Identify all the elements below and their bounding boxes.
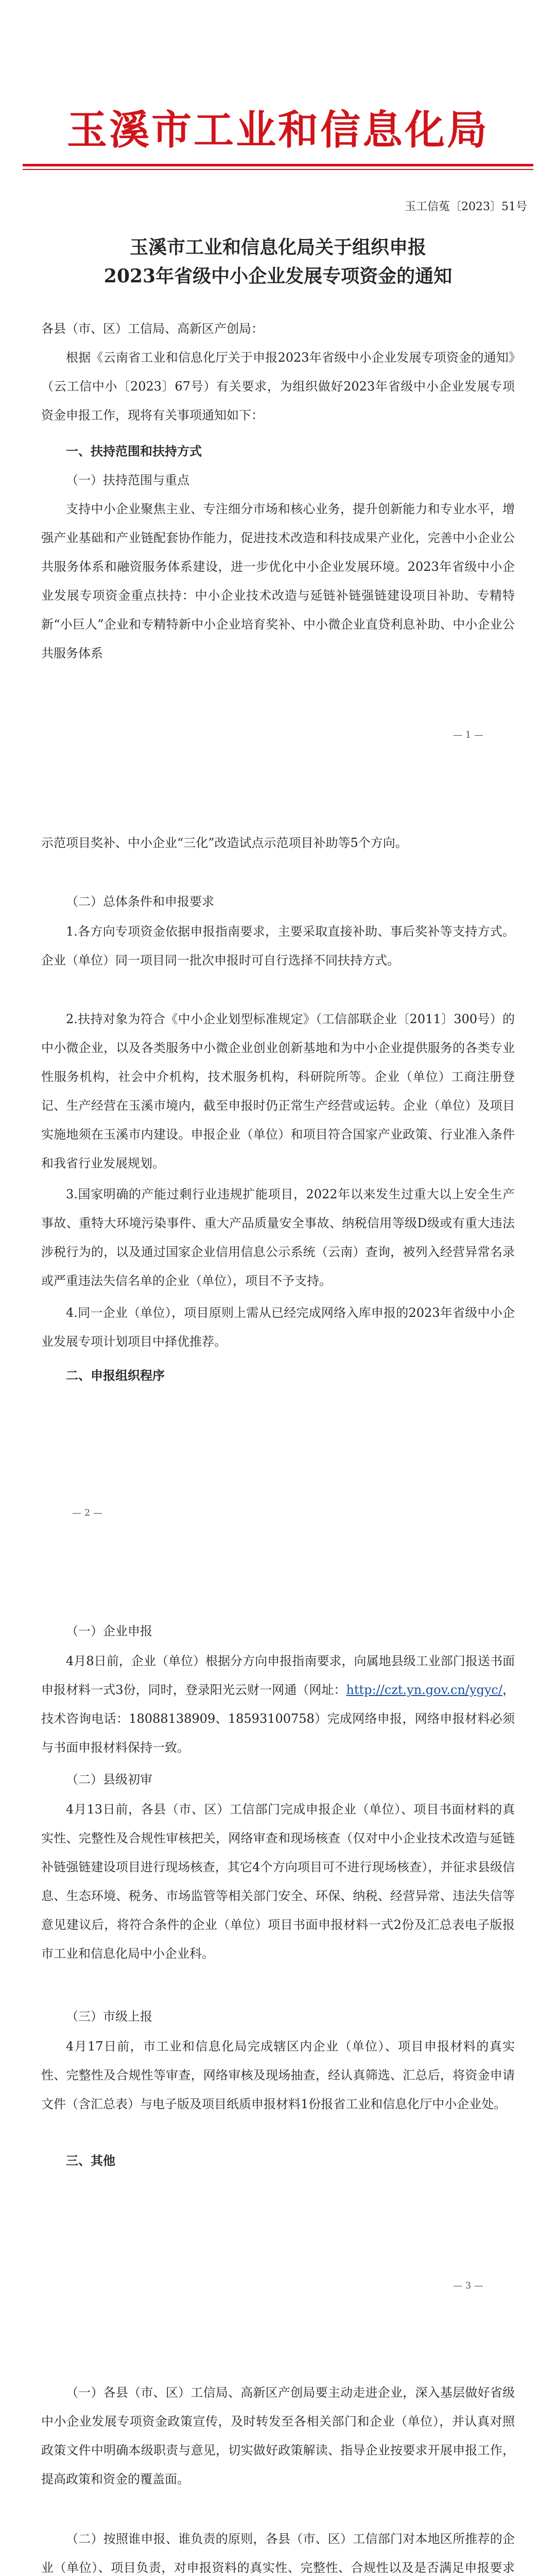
header-red-line-thin	[23, 169, 533, 170]
section-3-heading: 三、其他	[66, 2153, 115, 2168]
subsection-1-2-heading: （二）总体条件和申报要求	[66, 894, 214, 909]
scope-paragraph: 支持中小企业聚焦主业、专注细分市场和核心业务，提升创新能力和专业水平，增强产业基础和产业链配套协作能力，促进技术改造和科技成果产业化，完善中小企业公共服务体系和融资服务体系建设，进一步优化中小企业发展环境。2023年省级中小企业发展专项资金重点扶持：中小企业技术改造与延链补链强链建设项目补助、专精特新“小巨人”企业和专精特新中小企业培育奖补、中小微企业直贷利息补助、中小企业公共服务体系	[41, 502, 515, 660]
doc-title-line1: 玉溪市工业和信息化局关于组织申报	[129, 236, 426, 258]
intro-paragraph: 根据《云南省工业和信息化厅关于申报2023年省级中小企业发展专项资金的通知》（云工信中小〔2023〕67号）有关要求，为组织做好2023年省级中小企业发展专项资金申报工作，现将有关事项通知如下：	[41, 350, 515, 422]
section-1-heading: 一、扶持范围和扶持方式	[66, 444, 202, 459]
page-number-1: — 1 —	[453, 730, 483, 740]
org-header: 玉溪市工业和信息化局	[66, 107, 489, 154]
other-item-2: （二）按照谁申报、谁负责的原则，各县（市、区）工信部门对本地区所推荐的企业（单位）、项目负责，对申报资料的真实性、完整性、合规性以及是否满足申报要求	[41, 2532, 515, 2575]
requirement-4: 4.同一企业（单位），项目原则上需从已经完成网络入库申报的2023年省级中小企业发展专项计划项目中择优推荐。	[41, 1306, 515, 1349]
enterprise-application-text-2: ，技术咨询电话：18088138909、18593100758）完成网络申报，网络申报材料必须与书面申报材料保持一致。	[41, 1683, 515, 1755]
subsection-2-3-heading: （三）市级上报	[66, 2009, 152, 2024]
subsection-1-1-heading: （一）扶持范围与重点	[66, 473, 189, 487]
header-red-line-thick	[23, 164, 533, 166]
city-submission: 4月17日前，市工业和信息化局完成辖区内企业（单位）、项目申报材料的真实性、完整性及合规性等审查，网络审核及现场抽查，经认真筛选、汇总后，将资金申请文件（含汇总表）与电子版及项目纸质申报材料1份报省工业和信息化厅中小企业处。	[41, 2039, 515, 2111]
requirement-2: 2.扶持对象为符合《中小企业划型标准规定》（工信部联企业〔2011〕300号）的中小微企业，以及各类服务中小微企业创业创新基地和为中小企业提供服务的各类专业性服务机构，社会中介机构，技术服务机构，科研院所等。企业（单位）工商注册登记、生产经营在玉溪市境内，截至申报时仍正常生产经营或运转。企业（单位）及项目实施地须在玉溪市内建设。申报企业（单位）和项目符合国家产业政策、行业准入条件和我省行业发展规划。	[41, 1012, 515, 1171]
other-item-1: （一）各县（市、区）工信局、高新区产创局要主动走进企业，深入基层做好省级中小企业发展专项资金政策宣传，及时转发至各相关部门和企业（单位），并认真对照政策文件中明确本级职责与意见，切实做好政策解读、指导企业按要求开展申报工作，提高政策和资金的覆盖面。	[41, 2385, 515, 2486]
application-url-link[interactable]: http://czt.yn.gov.cn/ygyc/	[346, 1683, 502, 1697]
section-2-heading: 二、申报组织程序	[66, 1368, 165, 1383]
page-number-3: — 3 —	[453, 2280, 483, 2291]
page-number-2: — 2 —	[72, 1507, 102, 1518]
enterprise-application-text: 4月8日前，企业（单位）根据分方向申报指南要求，向属地县级工业部门报送书面申报材料一式3份，同时，登录阳光云财一网通（网址：	[41, 1654, 515, 1697]
doc-title-line2: 2023年省级中小企业发展专项资金的通知	[103, 265, 453, 287]
requirement-1: 1.各方向专项资金依据申报指南要求，主要采取直接补助、事后奖补等支持方式。企业（单位）同一项目同一批次申报时可自行选择不同扶持方式。	[41, 924, 515, 968]
subsection-2-2-heading: （二）县级初审	[66, 1772, 152, 1787]
doc-number: 玉工信菟〔2023〕51号	[405, 200, 527, 213]
subsection-2-1-heading: （一）企业申报	[66, 1624, 152, 1638]
enterprise-application	[41, 1647, 515, 1762]
requirement-3: 3.国家明确的产能过剩行业违规扩能项目，2022年以来发生过重大以上安全生产事故、重特大环境污染事件、重大产品质量安全事故、纳税信用等级D级或有重大违法涉税行为的，以及通过国家企业信用信息公示系统（云南）查询，被列入经营异常名录或严重违法失信名单的企业（单位），项目不予支持。	[41, 1187, 515, 1288]
scope-paragraph-cont: 示范项目奖补、中小企业“三化”改造试点示范项目补助等5个方向。	[41, 836, 408, 850]
recipients: 各县（市、区）工信局、高新区产创局：	[41, 321, 264, 336]
county-review: 4月13日前，各县（市、区）工信部门完成申报企业（单位）、项目书面材料的真实性、完整性及合规性审核把关，网络审查和现场核查（仅对中小企业技术改造与延链补链强链建设项目进行现场核查，其它4个方向项目可不进行现场核查），并征求县级信息、生态环境、税务、市场监管等相关部门安全、环保、纳税、经营异常、违法失信等意见建议后，将符合条件的企业（单位）项目书面申报材料一式2份及汇总表电子版报市工业和信息化局中小企业科。	[41, 1802, 515, 1961]
